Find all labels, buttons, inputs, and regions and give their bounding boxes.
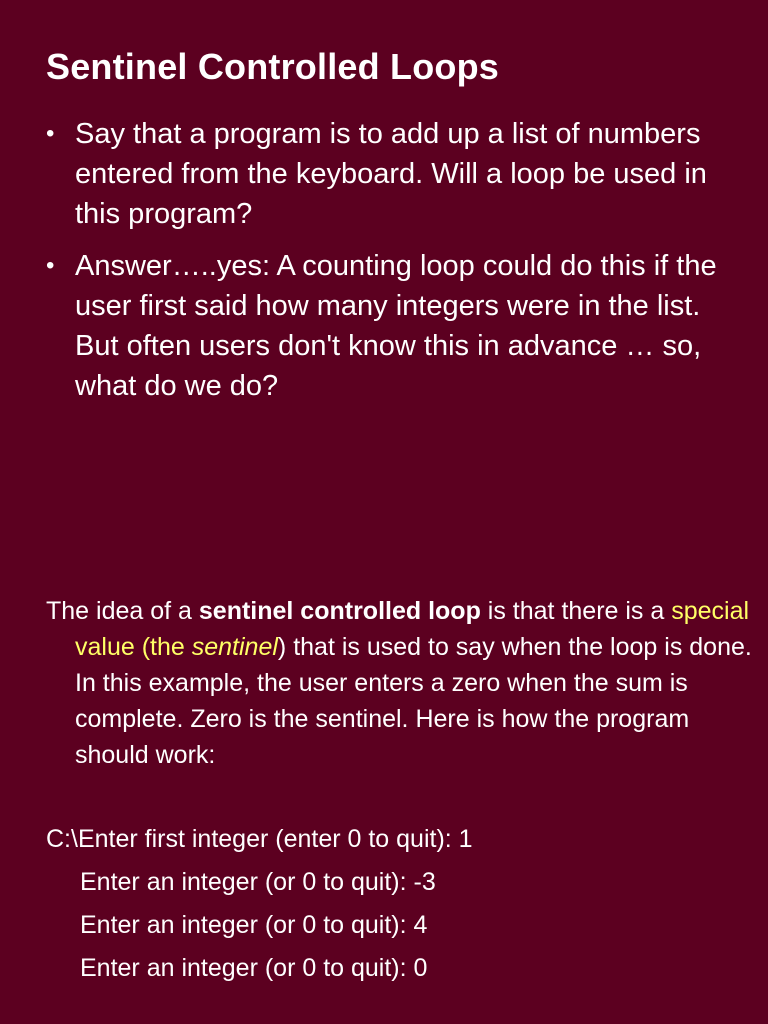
bullet-marker: • — [46, 120, 55, 147]
bold-term: sentinel controlled loop — [198, 597, 481, 625]
highlight-italic: sentinel — [191, 633, 278, 661]
console-line: Enter an integer (or 0 to quit): 0 — [80, 954, 428, 982]
bullet-text: Answer…..yes: A counting loop could do this if the user first said how many integers were in the list. But often users don't know this in advance … so, what do we do? — [75, 250, 717, 402]
highlight-text: special value (the — [75, 597, 750, 661]
highlight-close-paren: ) — [277, 633, 287, 661]
paragraph-text: that is used to say when the loop is done. In this example, the user enters a zero when the sum is complete. Zero is the sentinel. Here is how the program should work: — [75, 633, 752, 769]
bullet-item-question — [46, 114, 736, 234]
bullet-marker: • — [46, 252, 55, 279]
bullet-list — [46, 114, 736, 418]
bullet-text: Say that a program is to add up a list of numbers entered from the keyboard. Will a loop be used in this program? — [75, 118, 707, 230]
console-transcript — [46, 818, 746, 990]
console-line: Enter an integer (or 0 to quit): -3 — [80, 868, 436, 896]
console-line-first: C:\Enter first integer (enter 0 to quit): 1 — [46, 825, 473, 853]
bullet-item-answer — [46, 246, 736, 406]
paragraph-text: The idea of a — [46, 597, 199, 625]
slide-title: Sentinel Controlled Loops — [46, 46, 499, 87]
paragraph-text: is that there is a — [480, 597, 672, 625]
console-line: Enter an integer (or 0 to quit): 4 — [80, 911, 428, 939]
sentinel-explanation — [46, 593, 765, 773]
